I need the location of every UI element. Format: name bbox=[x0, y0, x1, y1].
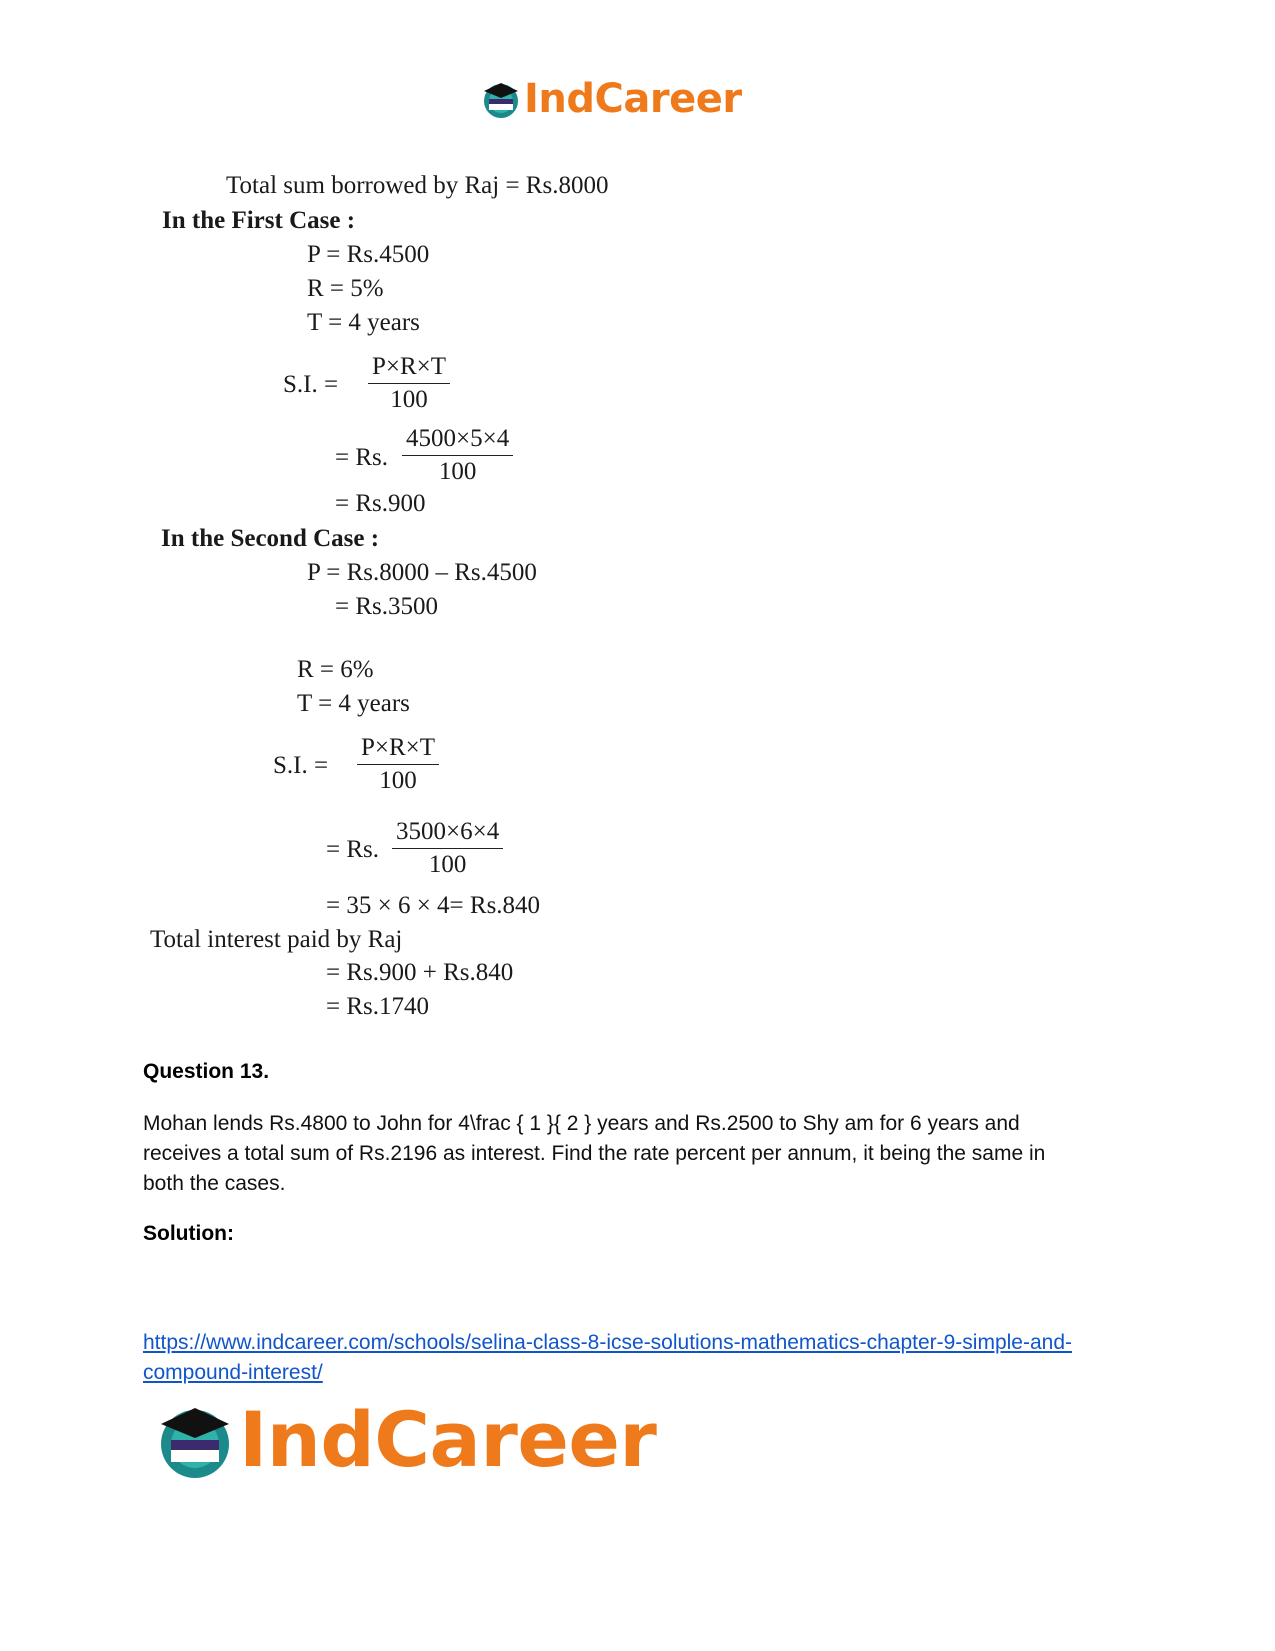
case1-formula-fraction bbox=[368, 353, 450, 414]
fraction-numerator: P×R×T bbox=[357, 734, 439, 765]
graduation-cap-globe-icon bbox=[153, 1398, 237, 1482]
question-title: Question 13. bbox=[143, 1060, 270, 1083]
header-logo bbox=[480, 76, 742, 122]
case2-principal: P = Rs.8000 – Rs.4500 bbox=[307, 559, 537, 586]
footer-logo bbox=[153, 1395, 656, 1484]
case2-principal-result: = Rs.3500 bbox=[335, 593, 439, 620]
first-case-heading: In the First Case : bbox=[162, 207, 356, 234]
case2-step-fraction bbox=[392, 818, 503, 879]
fraction-numerator: 3500×6×4 bbox=[392, 818, 503, 849]
case1-time: T = 4 years bbox=[307, 309, 420, 336]
graduation-cap-globe-icon bbox=[480, 78, 522, 120]
fraction-denominator: 100 bbox=[379, 767, 417, 794]
case2-result: = 35 × 6 × 4= Rs.840 bbox=[326, 892, 541, 919]
case1-rate: R = 5% bbox=[307, 275, 384, 302]
case1-si-label: S.I. = bbox=[283, 371, 339, 398]
case1-step-fraction bbox=[402, 425, 513, 486]
case1-principal: P = Rs.4500 bbox=[307, 241, 430, 268]
fraction-numerator: P×R×T bbox=[368, 353, 450, 384]
source-link[interactable]: https://www.indcareer.com/schools/selina-class-8-icse-solutions-mathematics-chapter-9-simple-and-compound-interest/ bbox=[143, 1331, 1073, 1384]
case2-step-prefix: = Rs. bbox=[326, 836, 380, 863]
case2-formula-fraction bbox=[357, 734, 439, 795]
case2-si-label: S.I. = bbox=[273, 752, 329, 779]
solution-label: Solution: bbox=[143, 1222, 234, 1245]
fraction-denominator: 100 bbox=[428, 851, 467, 878]
total-interest-sum: = Rs.900 + Rs.840 bbox=[326, 959, 514, 986]
fraction-numerator: 4500×5×4 bbox=[402, 425, 513, 456]
fraction-denominator: 100 bbox=[438, 458, 477, 485]
total-interest-result: = Rs.1740 bbox=[326, 993, 430, 1020]
case2-rate: R = 6% bbox=[297, 656, 374, 683]
fraction-denominator: 100 bbox=[390, 386, 428, 413]
brand-name: IndCareer bbox=[239, 1395, 657, 1484]
brand-name: IndCareer bbox=[524, 76, 742, 122]
total-borrowed-line: Total sum borrowed by Raj = Rs.8000 bbox=[226, 172, 609, 199]
case2-time: T = 4 years bbox=[297, 690, 410, 717]
case1-result: = Rs.900 bbox=[335, 490, 426, 517]
second-case-heading: In the Second Case : bbox=[161, 525, 380, 552]
case1-step-prefix: = Rs. bbox=[335, 444, 389, 471]
question-text: Mohan lends Rs.4800 to John for 4\frac { 1 }{ 2 } years and Rs.2500 to Shy am for 6 years and receives a total sum of Rs.2196 as interest. Find the rate percent per annum, it being the same in both the cases. bbox=[143, 1112, 1046, 1195]
total-interest-label: Total interest paid by Raj bbox=[150, 926, 403, 953]
